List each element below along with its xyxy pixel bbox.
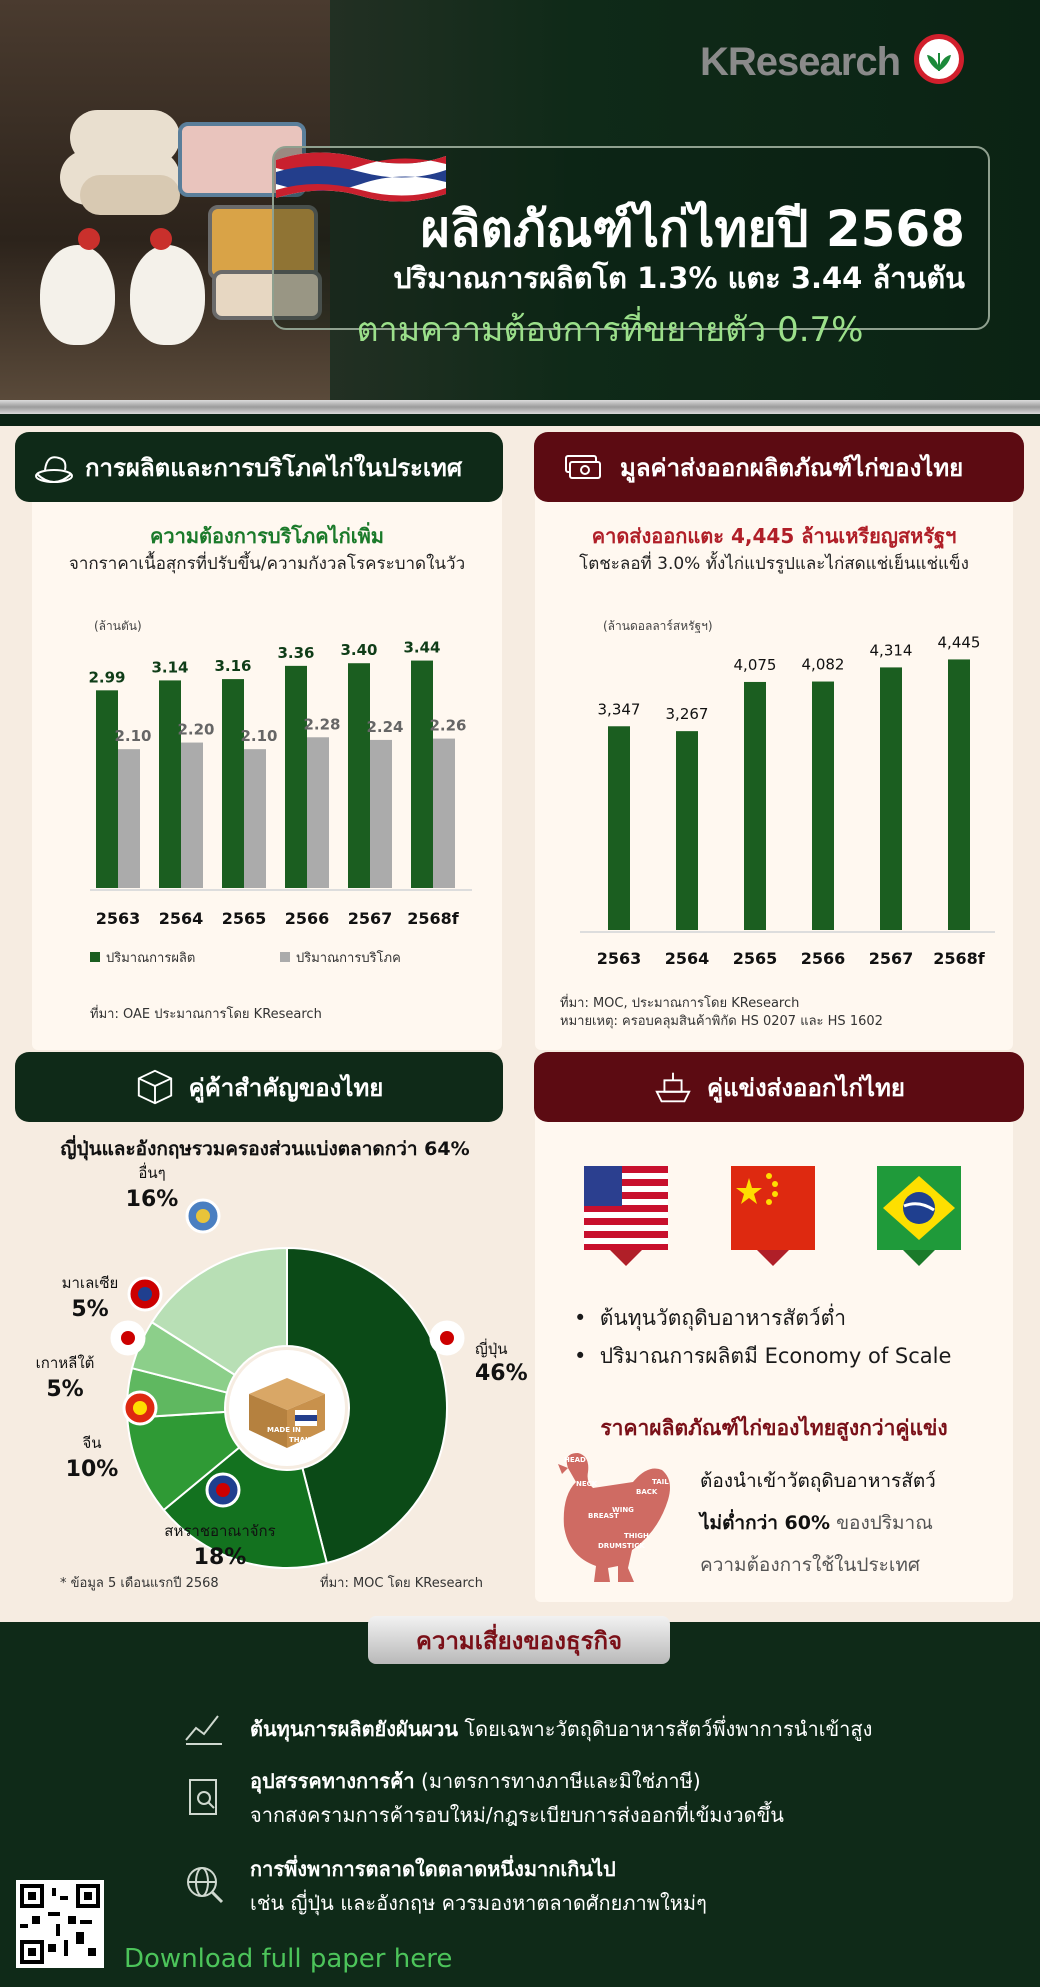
competitor-bullet: • ปริมาณการผลิตมี Economy of Scale [574,1344,952,1368]
export-header-label: มูลค่าส่งออกผลิตภัณฑ์ไก่ของไทย [620,453,964,482]
korea-flag-mark [121,1331,135,1345]
x-tick-label: 2564 [158,909,204,928]
risk-text: (มาตรการทางภาษีและมิใช่ภาษี) [414,1769,701,1793]
pin-marker [757,1250,789,1266]
export-subline: โตชะลอที่ 3.0% ทั้งไก่แปรรูปและไก่สดแช่เย็นแช่แข็ง [579,554,969,574]
risk-item [250,1852,1020,1920]
partners-footnote: * ข้อมูล 5 เดือนแรกปี 2568 [60,1576,219,1591]
domestic-header-label: การผลิตและการบริโภคไก่ในประเทศ [85,453,463,482]
globe-search-icon [182,1862,226,1906]
x-tick-label: 2564 [664,949,710,968]
import-line3: ความต้องการใช้ในประเทศ [700,1554,920,1576]
bar-export-value [948,659,970,930]
import-line1: ต้องนำเข้าวัตถุดิบอาหารสัตว์ [700,1470,936,1492]
slice-label: สหราชอาณาจักร [164,1522,276,1540]
data-label-production: 3.14 [151,658,189,677]
x-tick-label: 2566 [284,909,330,928]
data-label-consumption: 2.10 [240,727,278,746]
chicken-cut-label: THIGH [624,1532,649,1540]
slice-value: 18% [193,1545,247,1570]
box-label: THAILAND [289,1436,330,1444]
box-icon [135,1067,175,1107]
import-line2-rest: ของปริมาณ [830,1512,933,1534]
chicken-cut-label: HEAD [564,1456,586,1464]
brand-logo [700,34,970,90]
malaysia-flag-mark [138,1287,152,1301]
data-label: 4,445 [937,633,981,652]
bar-export-value [676,731,698,930]
page-subtitle: ปริมาณการผลิตโต 1.3% แตะ 3.44 ล้านตัน [393,261,965,295]
partners-header-label: คู่ค้าสำคัญของไทย [188,1073,384,1102]
export-header [534,432,1024,502]
bar-export-value [744,682,766,930]
data-label: 4,314 [869,641,913,660]
world-flag-mark [196,1209,210,1223]
domestic-header [15,432,503,502]
risk-item [250,1764,1020,1832]
chicken-cut-label: DRUMSTICK [598,1542,645,1550]
y-axis-unit: (ล้านตัน) [94,619,142,633]
data-label-production: 3.40 [340,641,378,660]
x-tick-label: 2565 [221,909,267,928]
x-tick-label: 2568f [933,949,985,968]
import-line2 [700,1508,933,1538]
page-title: ผลิตภัณฑ์ไก่ไทยปี 2568 [420,200,965,258]
x-tick-label: 2566 [800,949,846,968]
domestic-headline: ความต้องการบริโภคไก่เพิ่ม [150,524,384,548]
slice-value: 46% [475,1361,528,1386]
trend-chart-icon [182,1706,226,1750]
x-tick-label: 2563 [596,949,642,968]
data-label-consumption: 2.24 [366,717,404,736]
data-label: 3,267 [665,705,709,724]
risk-text: โดยเฉพาะวัตถุดิบอาหารสัตว์พึ่งพาการนำเข้าสูง [458,1717,873,1741]
x-tick-label: 2567 [868,949,914,968]
pin-marker [903,1250,935,1266]
risk-text-line2: เช่น ญี่ปุ่น และอังกฤษ ควรมองหาตลาดศักยภาพใหม่ๆ [250,1891,707,1915]
legend-swatch-production [90,952,100,962]
document-search-icon [182,1776,226,1820]
price-headline: ราคาผลิตภัณฑ์ไก่ของไทยสูงกว่าคู่แข่ง [600,1416,948,1440]
bar-consumption [370,740,392,888]
risk-text-line2: จากสงครามการค้ารอบใหม่/กฎระเบียบการส่งออกที่เข้มงวดขึ้น [250,1803,784,1827]
partners-donut-chart [20,1160,528,1580]
box-label: MADE IN [267,1426,301,1434]
usa-flag-icon [584,1166,668,1250]
data-label-production: 3.44 [403,638,441,657]
data-label-consumption: 2.28 [303,715,341,734]
chicken-cut-label: BACK [636,1488,658,1496]
competitor-bullet: • ต้นทุนวัตถุดิบอาหารสัตว์ต่ำ [574,1306,847,1330]
domestic-subline: จากราคาเนื้อสุกรที่ปรับขึ้น/ความกังวลโรคระบาดในวัว [68,554,466,574]
chicken-bowl-icon [33,446,75,488]
bar-consumption [307,737,329,888]
competitors-header [534,1052,1024,1122]
import-share: ไม่ต่ำกว่า 60% [700,1512,831,1534]
bar-consumption [118,749,140,888]
bar-export-value [812,682,834,930]
brazil-flag-icon [877,1166,961,1250]
bar-export-value [880,667,902,930]
export-note: หมายเหตุ: ครอบคลุมสินค้าพิกัด HS 0207 และ HS 1602 [560,1014,883,1029]
domestic-bar-chart [32,610,502,1030]
data-label: 4,082 [801,655,845,674]
china-flag-icon [731,1166,815,1250]
bar-production [159,680,181,888]
data-label-production: 3.36 [277,643,315,662]
competitors-header-label: คู่แข่งส่งออกไก่ไทย [707,1073,905,1102]
risk-item [250,1712,1020,1746]
risk-title: ความเสี่ยงของธุรกิจ [368,1616,670,1664]
slice-label: เกาหลีใต้ [35,1354,95,1372]
x-tick-label: 2568f [407,909,459,928]
slice-label: จีน [82,1434,102,1452]
slice-value: 16% [125,1187,179,1212]
bullet-text: ปริมาณการผลิตมี Economy of Scale [599,1344,952,1368]
bullet-text: ต้นทุนวัตถุดิบอาหารสัตว์ต่ำ [599,1306,847,1330]
slice-value: 5% [46,1377,84,1402]
bar-consumption [244,749,266,888]
bar-export-value [608,726,630,930]
bar-production [348,663,370,888]
money-stack-icon [562,446,604,488]
x-tick-label: 2563 [95,909,141,928]
china-flag-mark [133,1401,147,1415]
data-label-production: 2.99 [88,668,126,687]
bar-production [411,661,433,888]
bar-consumption [181,743,203,888]
slice-value: 10% [65,1457,119,1482]
data-label-consumption: 2.10 [114,727,152,746]
chicken-cut-label: TAIL [652,1478,669,1486]
slice-label: มาเลเซีย [61,1274,119,1292]
qr-code[interactable] [16,1880,104,1968]
partners-source: ที่มา: MOC โดย KResearch [320,1576,483,1591]
bar-production [285,666,307,888]
pin-marker [610,1250,642,1266]
chicken-cut-label: NECK [576,1480,598,1488]
data-label-production: 3.16 [214,657,252,676]
legend-label-consumption: ปริมาณการบริโภค [296,951,401,966]
data-label-consumption: 2.20 [177,720,215,739]
box-flag-stripe [295,1415,317,1421]
export-bar-chart [535,610,1013,980]
cargo-ship-icon [653,1067,693,1107]
divider [0,400,1040,414]
slice-label: ญี่ปุ่น [475,1340,508,1358]
y-axis-unit: (ล้านดอลลาร์สหรัฐฯ) [603,619,713,633]
bar-production [96,690,118,888]
divider [0,414,1040,426]
bar-production [222,679,244,888]
brand-name: KResearch [700,40,901,84]
legend-swatch-consumption [280,952,290,962]
slice-value: 5% [71,1297,109,1322]
partners-headline: ญี่ปุ่นและอังกฤษรวมครองส่วนแบ่งตลาดกว่า 64% [60,1138,470,1160]
chicken-cut-label: WING [612,1506,634,1514]
domestic-source: ที่มา: OAE ประมาณการโดย KResearch [90,1007,322,1022]
data-label: 3,347 [597,700,641,719]
page-subtitle-highlight: ตามความต้องการที่ขยายตัว 0.7% [356,310,864,350]
legend-label-production: ปริมาณการผลิต [106,951,196,966]
export-source: ที่มา: MOC, ประมาณการโดย KResearch [560,996,800,1011]
data-label: 4,075 [733,655,777,674]
risk-bold: การพึ่งพาการตลาดใดตลาดหนึ่งมากเกินไป [250,1857,616,1881]
partners-header [15,1052,503,1122]
export-headline: คาดส่งออกแตะ 4,445 ล้านเหรียญสหรัฐฯ [591,524,957,548]
download-link[interactable]: Download full paper here [124,1944,453,1974]
uk-flag-mark [216,1483,230,1497]
bar-consumption [433,739,455,888]
japan-flag-mark [440,1331,454,1345]
slice-label: อื่นๆ [138,1164,166,1182]
data-label-consumption: 2.26 [429,716,467,735]
x-tick-label: 2567 [347,909,393,928]
kbank-leaf-icon [914,34,964,84]
chicken-cut-label: BREAST [588,1512,619,1520]
chicken-cuts-icon [548,1448,678,1593]
risk-bold: ต้นทุนการผลิตยังผันผวน [250,1717,459,1741]
x-tick-label: 2565 [732,949,778,968]
risk-bold: อุปสรรคทางการค้า [250,1769,415,1793]
